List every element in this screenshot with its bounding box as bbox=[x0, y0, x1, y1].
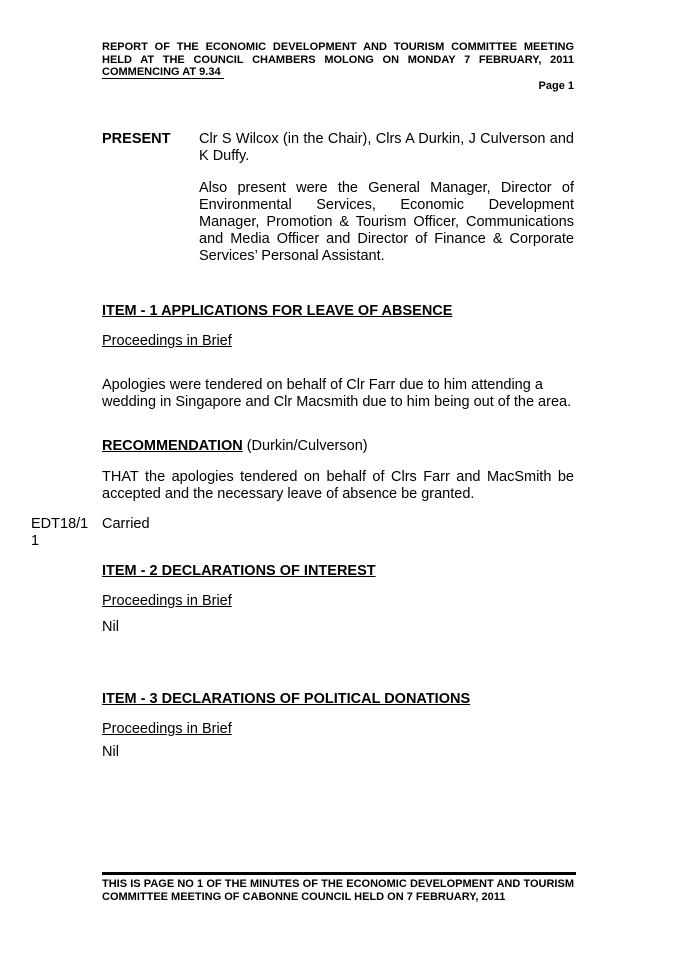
header-line-2: HELD AT THE COUNCIL CHAMBERS MOLONG ON MONDAY 7 FEBRUARY, 2011 bbox=[102, 53, 574, 66]
item1-heading: ITEM - 1 APPLICATIONS FOR LEAVE OF ABSENCE bbox=[102, 303, 453, 319]
present-label: PRESENT bbox=[102, 131, 171, 147]
recommendation-movers: (Durkin/Culverson) bbox=[242, 438, 368, 454]
item1-recommendation bbox=[102, 438, 368, 455]
item1-text: Apologies were tendered on behalf of Clr Farr due to him attending a wedding in Singapore and Clr Macsmith due to him being out of the area. bbox=[102, 377, 572, 410]
item1-subheading: Proceedings in Brief bbox=[102, 333, 232, 349]
header-line-1: REPORT OF THE ECONOMIC DEVELOPMENT AND TOURISM COMMITTEE MEETING bbox=[102, 41, 574, 53]
also-present: Also present were the General Manager, Director of Environmental Services, Economic Development Manager, Promotion & Tourism Officer, Communications and Media Officer and Director of Finance & Corporate Services’ Personal Assistant. bbox=[199, 180, 574, 264]
resolution-ref-line2: 1 bbox=[31, 533, 40, 549]
item3-heading: ITEM - 3 DECLARATIONS OF POLITICAL DONATIONS bbox=[102, 691, 471, 707]
report-header bbox=[102, 41, 574, 79]
item1-resolution: THAT the apologies tendered on behalf of Clrs Farr and MacSmith be accepted and the necessary leave of absence be granted. bbox=[102, 469, 574, 502]
page-footer: THIS IS PAGE NO 1 OF THE MINUTES OF THE ECONOMIC DEVELOPMENT AND TOURISM COMMITTEE MEETING OF CABONNE COUNCIL HELD ON 7 FEBRUARY, 2011 bbox=[102, 878, 574, 903]
resolution-ref-line1: EDT18/1 bbox=[31, 516, 89, 532]
item3-subheading: Proceedings in Brief bbox=[102, 721, 232, 737]
item2-subheading: Proceedings in Brief bbox=[102, 593, 232, 609]
item2-text: Nil bbox=[102, 619, 119, 635]
item3-text: Nil bbox=[102, 744, 119, 760]
item1-outcome: Carried bbox=[102, 516, 150, 532]
page-number: Page 1 bbox=[538, 80, 574, 92]
recommendation-label: RECOMMENDATION bbox=[102, 438, 243, 454]
header-underline bbox=[102, 78, 224, 79]
present-attendees: Clr S Wilcox (in the Chair), Clrs A Durkin, J Culverson and K Duffy. bbox=[199, 131, 574, 164]
header-line-3: COMMENCING AT 9.34 bbox=[102, 66, 221, 78]
item2-heading: ITEM - 2 DECLARATIONS OF INTEREST bbox=[102, 563, 376, 579]
footer-divider bbox=[102, 872, 576, 875]
